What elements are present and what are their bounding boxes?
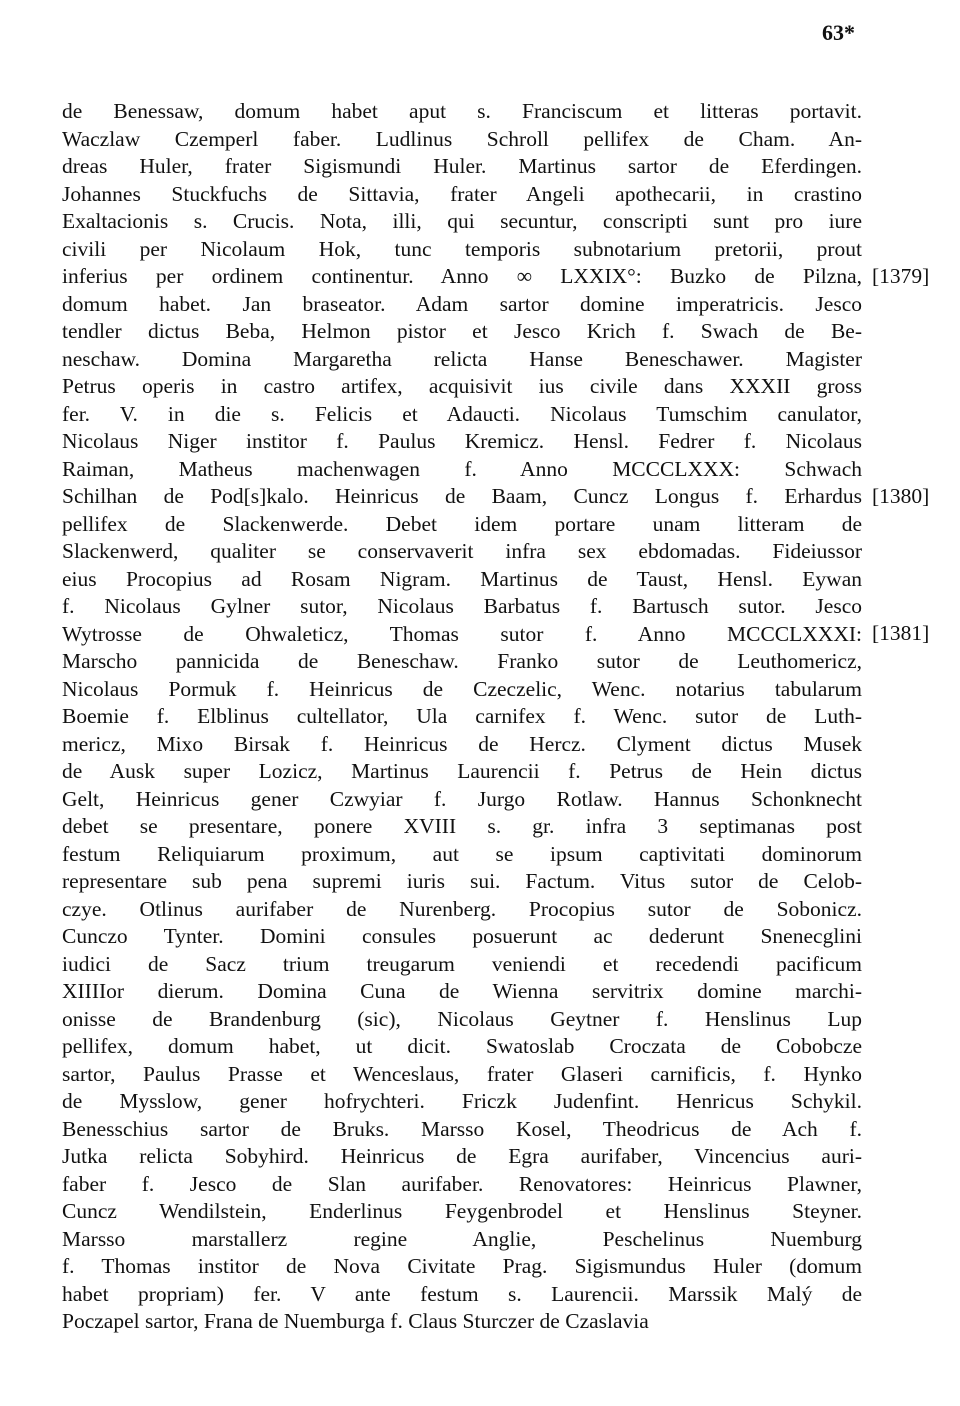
text-line: eius Procopius ad Rosam Nigram. Martinus de Taust, Hensl. Eywan	[62, 566, 862, 591]
text-line: domum habet. Jan braseator. Adam sartor domine imperatricis. Jesco	[62, 291, 862, 316]
text-line: Gelt, Heinricus gener Czwyiar f. Jurgo Rotlaw. Hannus Schonknecht	[62, 786, 862, 811]
text-line: faber f. Jesco de Slan aurifaber. Renovatores: Heinricus Plawner,	[62, 1171, 862, 1196]
text-line: Marscho pannicida de Beneschaw. Franko sutor de Leuthomericz,	[62, 649, 862, 673]
text-line: Benesschius sartor de Bruks. Marsso Kosel, Theodricus de Ach f.	[62, 1116, 862, 1141]
text-line: debet se presentare, ponere XVIII s. gr. infra 3 septimanas post	[62, 814, 862, 838]
text-line: f. Nicolaus Gylner sutor, Nicolaus Barbatus f. Bartusch sutor. Jesco	[62, 594, 862, 618]
text-line: fer. V. in die s. Felicis et Adaucti. Nicolaus Tumschim canulator,	[62, 401, 862, 426]
text-line: habet propriam) fer. V ante festum s. Laurencii. Marssik Malý de	[62, 1281, 862, 1306]
text-line: onisse de Brandenburg (sic), Nicolaus Geytner f. Henslinus Lup	[62, 1006, 862, 1031]
text-line: Petrus operis in castro artifex, acquisivit ius civile dans XXXII gross	[62, 374, 862, 398]
text-line: Wytrosse de Ohwaleticz, Thomas sutor f. Anno MCCCLXXXI:	[62, 621, 862, 646]
text-line: czye. Otlinus aurifaber de Nurenberg. Procopius sutor de Sobonicz.	[62, 896, 862, 921]
text-line: pellifex, domum habet, ut dicit. Swatoslab Croczata de Cobobcze	[62, 1034, 862, 1058]
text-line: neschaw. Domina Margaretha relicta Hanse Beneschawer. Magister	[62, 346, 862, 371]
text-line: Slackenwerd, qualiter se conservaverit infra sex ebdomadas. Fideiussor	[62, 539, 862, 563]
text-line: XIIIIor dierum. Domina Cuna de Wienna servitrix domine marchi-	[62, 979, 862, 1003]
text-line: de Mysslow, gener hofrychteri. Friczk Judenfint. Henricus Schykil.	[62, 1089, 862, 1113]
text-line: Cunczo Tynter. Domini consules posuerunt ac dederunt Snenecglini	[62, 924, 862, 948]
text-line: inferius per ordinem continentur. Anno ∞ LXXIX°: Buzko de Pilzna,	[62, 264, 862, 288]
text-line: pellifex de Slackenwerde. Debet idem portare unam litteram de	[62, 511, 862, 536]
text-line: Schilhan de Pod[s]kalo. Heinricus de Baam, Cuncz Longus f. Erhardus	[62, 484, 862, 508]
text-line: tendler dictus Beba, Helmon pistor et Jesco Krich f. Swach de Be-	[62, 319, 862, 343]
text-line: festum Reliquiarum proximum, aut se ipsum captivitati dominorum	[62, 841, 862, 866]
text-line: Poczapel sartor, Frana de Nuemburga f. Claus Sturczer de Czaslavia	[62, 1309, 649, 1333]
text-line: dreas Huler, frater Sigismundi Huler. Martinus sartor de Eferdingen.	[62, 154, 862, 178]
text-line: mericz, Mixo Birsak f. Heinricus de Hercz. Clyment dictus Musek	[62, 731, 862, 756]
text-line: Raiman, Matheus machenwagen f. Anno MCCCLXXX: Schwach	[62, 456, 862, 481]
text-line: Exaltacionis s. Crucis. Nota, illi, qui secuntur, conscripti sunt pro iure	[62, 209, 862, 233]
text-line: iudici de Sacz trium treugarum veniendi et recedendi pacificum	[62, 951, 862, 976]
document-body	[62, 98, 862, 1336]
text-line: de Benessaw, domum habet aput s. Franciscum et litteras portavit.	[62, 99, 862, 123]
marginal-year: [1381]	[872, 621, 930, 645]
marginal-year: [1379]	[872, 264, 930, 288]
text-line: representare sub pena supremi iuris sui. Factum. Vitus sutor de Celob-	[62, 869, 862, 893]
text-line: Nicolaus Niger institor f. Paulus Kremicz. Hensl. Fedrer f. Nicolaus	[62, 429, 862, 453]
text-line: de Ausk super Lozicz, Martinus Laurencii f. Petrus de Hein dictus	[62, 759, 862, 783]
text-line: Jutka relicta Sobyhird. Heinricus de Egra aurifaber, Vincencius auri-	[62, 1144, 862, 1168]
text-line: Nicolaus Pormuk f. Heinricus de Czeczelic, Wenc. notarius tabularum	[62, 676, 862, 701]
text-line: f. Thomas institor de Nova Civitate Prag. Sigismundus Huler (domum	[62, 1254, 862, 1278]
text-line: Boemie f. Elblinus cultellator, Ula carnifex f. Wenc. sutor de Luth-	[62, 704, 862, 728]
text-line: Johannes Stuckfuchs de Sittavia, frater Angeli apothecarii, in crastino	[62, 181, 862, 206]
text-line: civili per Nicolaum Hok, tunc temporis subnotarium pretorii, prout	[62, 236, 862, 261]
text-line: sartor, Paulus Prasse et Wenceslaus, frater Glaseri carnificis, f. Hynko	[62, 1061, 862, 1086]
text-line: Cuncz Wendilstein, Enderlinus Feygenbrodel et Henslinus Steyner.	[62, 1199, 862, 1223]
page-number: 63*	[822, 20, 855, 45]
text-line: Marsso marstallerz regine Anglie, Peschelinus Nuemburg	[62, 1226, 862, 1251]
marginal-year: [1380]	[872, 484, 930, 508]
text-line: Waczlaw Czemperl faber. Ludlinus Schroll pellifex de Cham. An-	[62, 126, 862, 151]
